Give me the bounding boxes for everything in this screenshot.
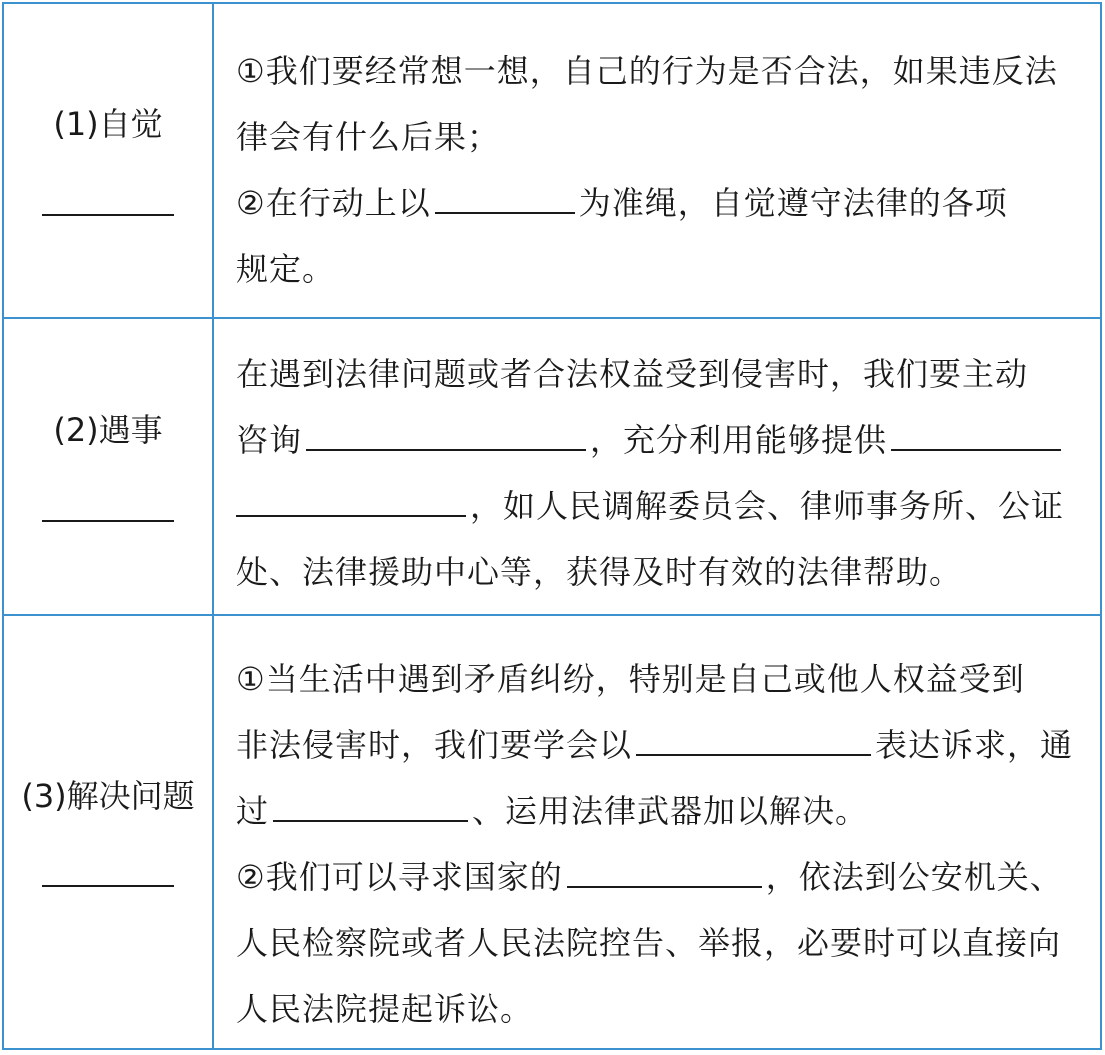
fill-in-blank[interactable] [42, 855, 174, 887]
fill-in-blank[interactable] [273, 790, 468, 822]
row-content-cell [214, 616, 1100, 1048]
fill-in-blank[interactable] [435, 182, 575, 214]
content-text: 咨询 [236, 421, 303, 459]
fill-in-blank[interactable] [42, 490, 174, 522]
row-label-cell [4, 616, 214, 1048]
row-label: (2)遇事 [53, 411, 163, 450]
content-text: 非法侵害时，我们要学会以 [236, 726, 633, 764]
content-line: 规定。 [236, 250, 336, 288]
content-text: ，如人民调解委员会、律师事务所、公证 [470, 487, 1065, 525]
content-text: 过 [236, 792, 270, 830]
content-text: 为准绳，自觉遵守法律的各项 [578, 184, 1008, 222]
fill-in-blank[interactable] [567, 856, 762, 888]
row-label: (1)自觉 [53, 105, 163, 144]
fill-in-blank[interactable] [236, 485, 466, 517]
content-line: ①我们要经常想一想，自己的行为是否合法，如果违反法 [236, 52, 1058, 90]
content-line [236, 778, 1086, 844]
fill-in-blank[interactable] [306, 419, 586, 451]
content-line: 人民检察院或者人民法院控告、举报，必要时可以直接向 [236, 924, 1062, 962]
content-line: 人民法院提起诉讼。 [236, 990, 534, 1028]
content-line [236, 473, 1086, 539]
content-text: 、运用法律武器加以解决。 [472, 792, 869, 830]
content-line: ①当生活中遇到矛盾纠纷，特别是自己或他人权益受到 [236, 660, 1025, 698]
row-label: (3)解决问题 [21, 776, 195, 815]
content-text: ②我们可以寻求国家的 [236, 858, 563, 896]
content-line [236, 170, 1086, 236]
row-content-cell [214, 319, 1100, 616]
content-line [236, 844, 1086, 910]
content-text: 表达诉求，通 [875, 726, 1074, 764]
content-line: 处、法律援助中心等，获得及时有效的法律帮助。 [236, 553, 963, 591]
content-line: 在遇到法律问题或者合法权益受到侵害时，我们要主动 [236, 355, 1029, 393]
row-label-cell [4, 4, 214, 319]
content-text: ，依法到公安机关、 [765, 858, 1063, 896]
row-content-cell [214, 4, 1100, 319]
fill-in-blank[interactable] [636, 724, 871, 756]
content-line [236, 407, 1086, 473]
content-line: 律会有什么后果； [236, 118, 501, 156]
fill-in-blank[interactable] [42, 184, 174, 216]
row-label-cell [4, 319, 214, 616]
content-text: ②在行动上以 [236, 184, 431, 222]
content-text: ，充分利用能够提供 [590, 421, 888, 459]
content-line [236, 712, 1086, 778]
fill-in-blank[interactable] [891, 419, 1061, 451]
knowledge-table [2, 2, 1102, 1050]
